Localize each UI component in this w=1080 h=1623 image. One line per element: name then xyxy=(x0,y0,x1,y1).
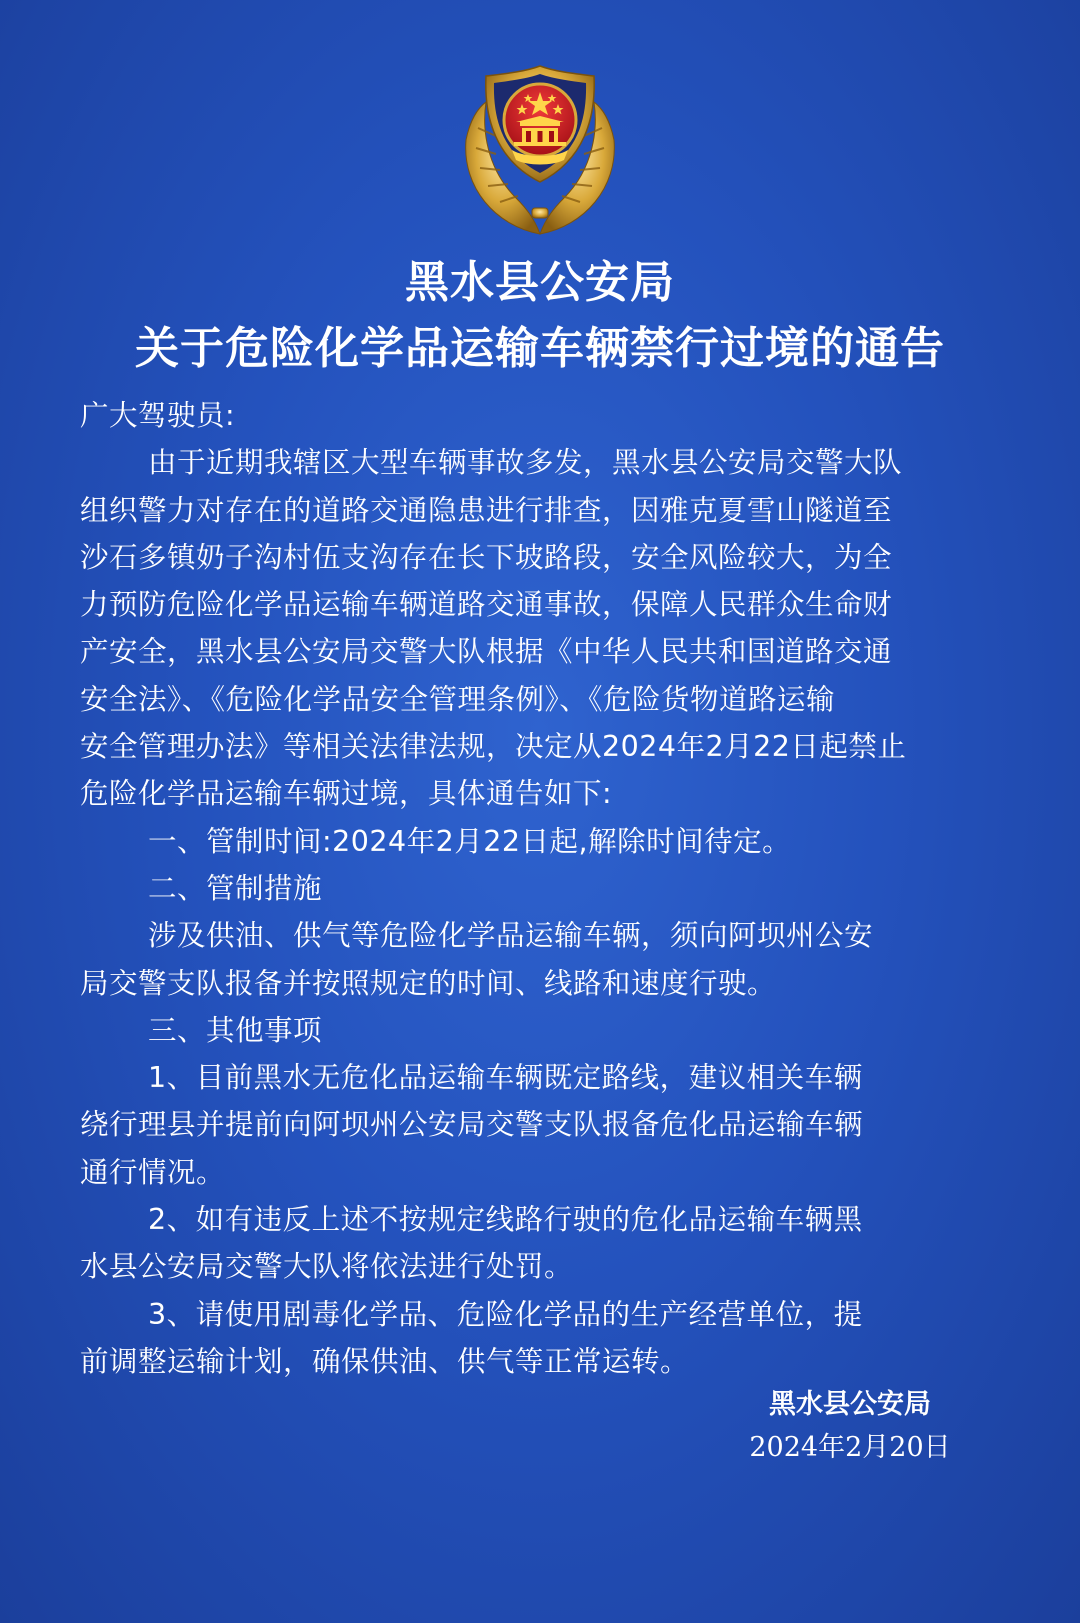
body-line: 组织警力对存在的道路交通隐患进行排查，因雅克夏雪山隧道至 xyxy=(80,493,893,527)
item-3: 3、请使用剧毒化学品、危险化学品的生产经营单位，提 xyxy=(148,1297,863,1331)
body-line: 安全管理办法》等相关法律法规，决定从2024年2月22日起禁止 xyxy=(80,730,907,764)
title-line-2: 关于危险化学品运输车辆禁行过境的通告 xyxy=(135,323,945,374)
body-line: 绕行理县并提前向阿坝州公安局交警支队报备危化品运输车辆 xyxy=(80,1108,864,1142)
signature-block xyxy=(700,1382,1000,1468)
body-line: 由于近期我辖区大型车辆事故多发，黑水县公安局交警大队 xyxy=(148,446,903,480)
body-line: 沙石多镇奶子沟村伍支沟存在长下坡路段，安全风险较大，为全 xyxy=(80,540,893,574)
police-badge-icon xyxy=(456,58,624,236)
item-1: 1、目前黑水无危化品运输车辆既定路线，建议相关车辆 xyxy=(148,1061,863,1095)
title-line-1: 黑水县公安局 xyxy=(405,257,675,308)
item-2: 2、如有违反上述不按规定线路行驶的危化品运输车辆黑 xyxy=(148,1203,863,1237)
body-line: 局交警支队报备并按照规定的时间、线路和速度行驶。 xyxy=(80,966,777,1000)
body-line: 水县公安局交警大队将依法进行处罚。 xyxy=(80,1250,574,1284)
signature-org: 黑水县公安局 xyxy=(769,1389,931,1420)
salutation: 广大驾驶员: xyxy=(80,399,236,432)
body-line: 力预防危险化学品运输车辆道路交通事故，保障人民群众生命财 xyxy=(80,588,893,622)
section-heading-measures: 二、管制措施 xyxy=(148,871,323,905)
section-control-time: 一、管制时间:2024年2月22日起,解除时间待定。 xyxy=(148,824,792,858)
body-line: 产安全，黑水县公安局交警大队根据《中华人民共和国道路交通 xyxy=(80,635,893,669)
notice-title xyxy=(0,250,1080,382)
body-line: 通行情况。 xyxy=(80,1155,226,1189)
section-heading-other: 三、其他事项 xyxy=(148,1013,323,1047)
body-line: 危险化学品运输车辆过境，具体通告如下: xyxy=(80,777,613,811)
notice-body xyxy=(80,392,1010,1385)
body-line: 涉及供油、供气等危险化学品运输车辆，须向阿坝州公安 xyxy=(148,919,874,953)
signature-date: 2024年2月20日 xyxy=(749,1432,951,1463)
body-line: 前调整运输计划，确保供油、供气等正常运转。 xyxy=(80,1344,690,1378)
body-line: 安全法》、《危险化学品安全管理条例》、《危险货物道路运输 xyxy=(80,682,836,716)
